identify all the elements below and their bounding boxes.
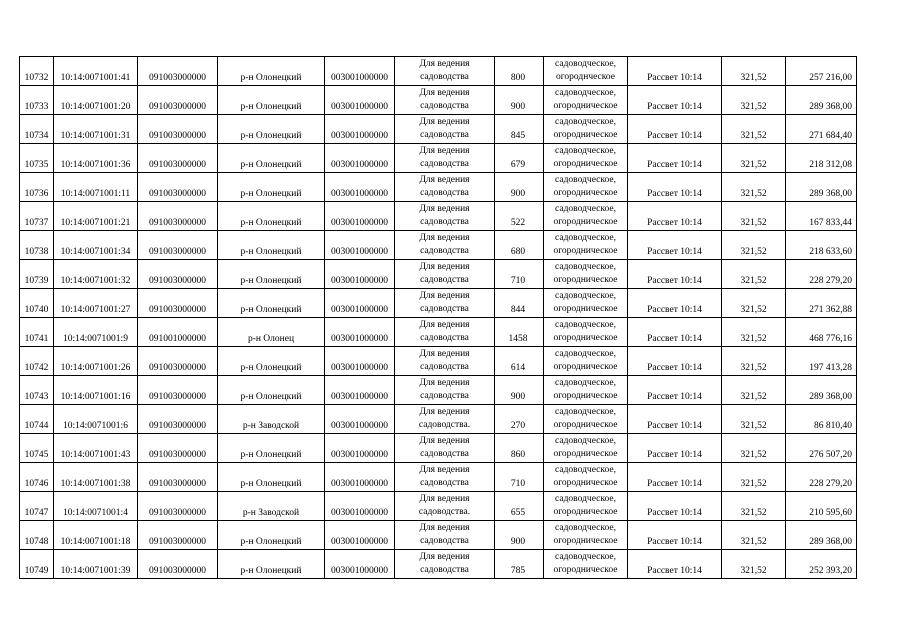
area-cell: 900 [495,86,544,115]
cadastral-value-cell: 252 393,20 [786,550,857,579]
code-cell: 091003000000 [138,434,218,463]
code-cell: 091003000000 [138,115,218,144]
purpose-cell [395,347,495,376]
rate-cell: 321,52 [722,260,786,289]
category-line: огородническое [553,333,618,343]
code-cell: 091003000000 [138,173,218,202]
table-row [20,434,857,463]
category-line: огородническое [553,391,618,401]
row-number-cell: 10734 [20,115,54,144]
purpose-line: садоводства [420,362,469,372]
purpose-cell [395,550,495,579]
category-cell [544,550,628,579]
category-line: огородническое [553,478,618,488]
cadastral-value-cell: 257 216,00 [786,57,857,86]
purpose-line: садоводства [420,246,469,256]
location-cell: Рассвет 10:14 [628,202,722,231]
category-cell [544,376,628,405]
cadastral-number-cell: 10:14:0071001:43 [54,434,138,463]
purpose-cell [395,260,495,289]
row-number-cell: 10741 [20,318,54,347]
category-line: огородническое [553,159,618,169]
cadastral-value-cell: 218 312,08 [786,144,857,173]
area-cell: 680 [495,231,544,260]
rate-cell: 321,52 [722,173,786,202]
purpose-line: Для ведения [419,174,470,185]
code2-cell: 003001000000 [325,289,395,318]
table-row [20,231,857,260]
purpose-cell [395,115,495,144]
cadastral-number-cell: 10:14:0071001:11 [54,173,138,202]
category-line: огородническое [553,362,618,372]
purpose-line: садоводства [420,217,469,227]
row-number-cell: 10748 [20,521,54,550]
purpose-line: Для ведения [419,493,470,504]
cadastral-number-cell: 10:14:0071001:36 [54,144,138,173]
category-line: садоводческое, [555,551,616,562]
location-cell: Рассвет 10:14 [628,86,722,115]
table-row [20,57,857,86]
rate-cell: 321,52 [722,231,786,260]
code2-cell: 003001000000 [325,434,395,463]
category-cell [544,434,628,463]
category-line: садоводческое, [555,493,616,504]
cadastral-value-cell: 218 633,60 [786,231,857,260]
table-row [20,173,857,202]
district-cell: р-н Олонецкий [218,550,325,579]
category-line: садоводческое, [555,348,616,359]
rate-cell: 321,52 [722,86,786,115]
category-line: садоводческое, [555,522,616,533]
area-cell: 900 [495,521,544,550]
purpose-cell [395,231,495,260]
rate-cell: 321,52 [722,405,786,434]
purpose-cell [395,492,495,521]
area-cell: 1458 [495,318,544,347]
table-row [20,144,857,173]
purpose-line: Для ведения [419,319,470,330]
district-cell: р-н Олонец [218,318,325,347]
code-cell: 091001000000 [138,318,218,347]
location-cell: Рассвет 10:14 [628,376,722,405]
cadastral-value-cell: 276 507,20 [786,434,857,463]
row-number-cell: 10745 [20,434,54,463]
purpose-line: Для ведения [419,145,470,156]
district-cell: р-н Олонецкий [218,173,325,202]
table-row [20,202,857,231]
rate-cell: 321,52 [722,115,786,144]
code2-cell: 003001000000 [325,173,395,202]
cadastral-number-cell: 10:14:0071001:32 [54,260,138,289]
category-cell [544,405,628,434]
area-cell: 655 [495,492,544,521]
purpose-line: Для ведения [419,406,470,417]
category-cell [544,521,628,550]
row-number-cell: 10739 [20,260,54,289]
area-cell: 785 [495,550,544,579]
location-cell: Рассвет 10:14 [628,260,722,289]
district-cell: р-н Олонецкий [218,86,325,115]
category-cell [544,115,628,144]
purpose-line: Для ведения [419,261,470,272]
location-cell: Рассвет 10:14 [628,521,722,550]
category-cell [544,57,628,86]
purpose-line: садоводства [420,449,469,459]
purpose-line: садоводства. [418,420,471,430]
cadastral-value-cell: 468 776,16 [786,318,857,347]
rate-cell: 321,52 [722,144,786,173]
code-cell: 091003000000 [138,57,218,86]
cadastral-value-cell: 271 684,40 [786,115,857,144]
row-number-cell: 10732 [20,57,54,86]
purpose-cell [395,144,495,173]
area-cell: 800 [495,57,544,86]
category-line: огородническое [553,304,618,314]
location-cell: Рассвет 10:14 [628,57,722,86]
cadastral-value-cell: 167 833,44 [786,202,857,231]
table-row [20,289,857,318]
area-cell: 614 [495,347,544,376]
cadastral-number-cell: 10:14:0071001:16 [54,376,138,405]
cadastral-number-cell: 10:14:0071001:18 [54,521,138,550]
purpose-cell [395,463,495,492]
area-cell: 270 [495,405,544,434]
cadastral-number-cell: 10:14:0071001:9 [54,318,138,347]
cadastral-value-cell: 289 368,00 [786,86,857,115]
category-cell [544,463,628,492]
rate-cell: 321,52 [722,492,786,521]
area-cell: 679 [495,144,544,173]
area-cell: 710 [495,260,544,289]
cadastral-value-cell: 289 368,00 [786,376,857,405]
table-row [20,463,857,492]
code-cell: 091003000000 [138,202,218,231]
row-number-cell: 10735 [20,144,54,173]
area-cell: 522 [495,202,544,231]
cadastral-value-cell: 228 279,20 [786,260,857,289]
rate-cell: 321,52 [722,376,786,405]
location-cell: Рассвет 10:14 [628,434,722,463]
district-cell: р-н Заводской [218,405,325,434]
category-line: садоводческое, [555,290,616,301]
row-number-cell: 10747 [20,492,54,521]
table-row [20,86,857,115]
category-line: садоводческое, [555,116,616,127]
category-cell [544,347,628,376]
table-row [20,405,857,434]
category-line: огородническое [553,275,618,285]
code2-cell: 003001000000 [325,521,395,550]
purpose-line: Для ведения [419,435,470,446]
category-line: садоводческое, [555,174,616,185]
category-cell [544,173,628,202]
cadastral-number-cell: 10:14:0071001:34 [54,231,138,260]
purpose-line: садоводства [420,304,469,314]
code-cell: 091003000000 [138,260,218,289]
purpose-line: Для ведения [419,522,470,533]
category-line: садоводческое, [555,203,616,214]
purpose-line: садоводства. [418,507,471,517]
category-line: садоводческое, [555,435,616,446]
row-number-cell: 10733 [20,86,54,115]
land-plot-table [19,56,857,579]
purpose-line: садоводства [420,275,469,285]
district-cell: р-н Олонецкий [218,521,325,550]
location-cell: Рассвет 10:14 [628,550,722,579]
location-cell: Рассвет 10:14 [628,231,722,260]
row-number-cell: 10740 [20,289,54,318]
location-cell: Рассвет 10:14 [628,289,722,318]
category-line: садоводческое, [555,58,616,69]
table-row [20,521,857,550]
district-cell: р-н Олонецкий [218,289,325,318]
district-cell: р-н Олонецкий [218,260,325,289]
cadastral-value-cell: 289 368,00 [786,173,857,202]
district-cell: р-н Олонецкий [218,376,325,405]
rate-cell: 321,52 [722,318,786,347]
code-cell: 091003000000 [138,492,218,521]
category-line: садоводческое, [555,319,616,330]
category-cell [544,144,628,173]
location-cell: Рассвет 10:14 [628,492,722,521]
location-cell: Рассвет 10:14 [628,347,722,376]
code-cell: 091003000000 [138,405,218,434]
table-row [20,318,857,347]
category-line: огородническое [553,101,618,111]
district-cell: р-н Олонецкий [218,463,325,492]
code2-cell: 003001000000 [325,202,395,231]
row-number-cell: 10738 [20,231,54,260]
category-line: огородническое [553,420,618,430]
purpose-line: садоводства [420,536,469,546]
rate-cell: 321,52 [722,550,786,579]
purpose-cell [395,318,495,347]
district-cell: р-н Олонецкий [218,347,325,376]
area-cell: 900 [495,376,544,405]
purpose-cell [395,86,495,115]
cadastral-number-cell: 10:14:0071001:27 [54,289,138,318]
code-cell: 091003000000 [138,376,218,405]
purpose-line: садоводства [420,188,469,198]
purpose-line: Для ведения [419,203,470,214]
rate-cell: 321,52 [722,57,786,86]
code2-cell: 003001000000 [325,550,395,579]
row-number-cell: 10743 [20,376,54,405]
category-line: огородническое [553,246,618,256]
cadastral-number-cell: 10:14:0071001:21 [54,202,138,231]
purpose-cell [395,434,495,463]
category-cell [544,492,628,521]
cadastral-value-cell: 86 810,40 [786,405,857,434]
category-cell [544,231,628,260]
area-cell: 844 [495,289,544,318]
district-cell: р-н Олонецкий [218,202,325,231]
category-line: огородническое [553,130,618,140]
category-line: садоводческое, [555,261,616,272]
category-line: огородническое [553,565,618,575]
district-cell: р-н Олонецкий [218,57,325,86]
rate-cell: 321,52 [722,463,786,492]
purpose-cell [395,57,495,86]
code-cell: 091003000000 [138,521,218,550]
purpose-line: садоводства [420,391,469,401]
row-number-cell: 10737 [20,202,54,231]
category-line: огороднческое [556,72,615,82]
code-cell: 091003000000 [138,347,218,376]
purpose-line: Для ведения [419,348,470,359]
location-cell: Рассвет 10:14 [628,463,722,492]
area-cell: 860 [495,434,544,463]
table-row [20,376,857,405]
cadastral-value-cell: 210 595,60 [786,492,857,521]
area-cell: 845 [495,115,544,144]
area-cell: 900 [495,173,544,202]
code2-cell: 003001000000 [325,463,395,492]
row-number-cell: 10749 [20,550,54,579]
category-cell [544,318,628,347]
district-cell: р-н Заводской [218,492,325,521]
code-cell: 091003000000 [138,231,218,260]
category-line: садоводческое, [555,232,616,243]
district-cell: р-н Олонецкий [218,144,325,173]
row-number-cell: 10744 [20,405,54,434]
category-cell [544,202,628,231]
area-cell: 710 [495,463,544,492]
cadastral-value-cell: 197 413,28 [786,347,857,376]
cadastral-number-cell: 10:14:0071001:6 [54,405,138,434]
category-cell [544,260,628,289]
purpose-cell [395,173,495,202]
cadastral-number-cell: 10:14:0071001:26 [54,347,138,376]
cadastral-number-cell: 10:14:0071001:38 [54,463,138,492]
location-cell: Рассвет 10:14 [628,115,722,144]
rate-cell: 321,52 [722,434,786,463]
purpose-line: Для ведения [419,377,470,388]
cadastral-value-cell: 289 368,00 [786,521,857,550]
purpose-line: садоводства [420,130,469,140]
district-cell: р-н Олонецкий [218,434,325,463]
table-row [20,260,857,289]
rate-cell: 321,52 [722,202,786,231]
category-line: садоводческое, [555,145,616,156]
code2-cell: 003001000000 [325,318,395,347]
code-cell: 091003000000 [138,289,218,318]
code-cell: 091003000000 [138,550,218,579]
code2-cell: 003001000000 [325,57,395,86]
category-cell [544,86,628,115]
location-cell: Рассвет 10:14 [628,318,722,347]
cadastral-number-cell: 10:14:0071001:20 [54,86,138,115]
code2-cell: 003001000000 [325,115,395,144]
purpose-line: садоводства [420,72,469,82]
location-cell: Рассвет 10:14 [628,144,722,173]
code2-cell: 003001000000 [325,405,395,434]
category-line: огородническое [553,188,618,198]
row-number-cell: 10746 [20,463,54,492]
rate-cell: 321,52 [722,347,786,376]
category-line: огородническое [553,217,618,227]
code-cell: 091003000000 [138,463,218,492]
purpose-line: садоводства [420,159,469,169]
cadastral-number-cell: 10:14:0071001:39 [54,550,138,579]
row-number-cell: 10742 [20,347,54,376]
purpose-cell [395,202,495,231]
category-line: садоводческое, [555,87,616,98]
rate-cell: 321,52 [722,521,786,550]
code2-cell: 003001000000 [325,86,395,115]
table-body [20,57,857,579]
table-row [20,492,857,521]
purpose-line: садоводства [420,565,469,575]
purpose-line: Для ведения [419,551,470,562]
code2-cell: 003001000000 [325,231,395,260]
code2-cell: 003001000000 [325,376,395,405]
code-cell: 091003000000 [138,144,218,173]
code2-cell: 003001000000 [325,492,395,521]
code-cell: 091003000000 [138,86,218,115]
purpose-cell [395,376,495,405]
purpose-line: Для ведения [419,232,470,243]
cadastral-value-cell: 228 279,20 [786,463,857,492]
location-cell: Рассвет 10:14 [628,173,722,202]
category-line: садоводческое, [555,464,616,475]
purpose-cell [395,521,495,550]
category-line: огородническое [553,449,618,459]
cadastral-number-cell: 10:14:0071001:31 [54,115,138,144]
location-cell: Рассвет 10:14 [628,405,722,434]
purpose-line: Для ведения [419,464,470,475]
category-line: огородническое [553,536,618,546]
category-cell [544,289,628,318]
code2-cell: 003001000000 [325,260,395,289]
district-cell: р-н Олонецкий [218,231,325,260]
category-line: садоводческое, [555,377,616,388]
table-row [20,550,857,579]
purpose-line: Для ведения [419,290,470,301]
category-line: огородническое [553,507,618,517]
cadastral-number-cell: 10:14:0071001:41 [54,57,138,86]
purpose-cell [395,405,495,434]
purpose-line: Для ведения [419,87,470,98]
purpose-line: Для ведения [419,58,470,69]
category-line: садоводческое, [555,406,616,417]
row-number-cell: 10736 [20,173,54,202]
district-cell: р-н Олонецкий [218,115,325,144]
purpose-line: Для ведения [419,116,470,127]
purpose-cell [395,289,495,318]
code2-cell: 003001000000 [325,347,395,376]
cadastral-number-cell: 10:14:0071001:4 [54,492,138,521]
code2-cell: 003001000000 [325,144,395,173]
cadastral-value-cell: 271 362,88 [786,289,857,318]
rate-cell: 321,52 [722,289,786,318]
purpose-line: садоводства [420,478,469,488]
table-row [20,115,857,144]
table-row [20,347,857,376]
purpose-line: садоводства [420,333,469,343]
purpose-line: садоводства [420,101,469,111]
